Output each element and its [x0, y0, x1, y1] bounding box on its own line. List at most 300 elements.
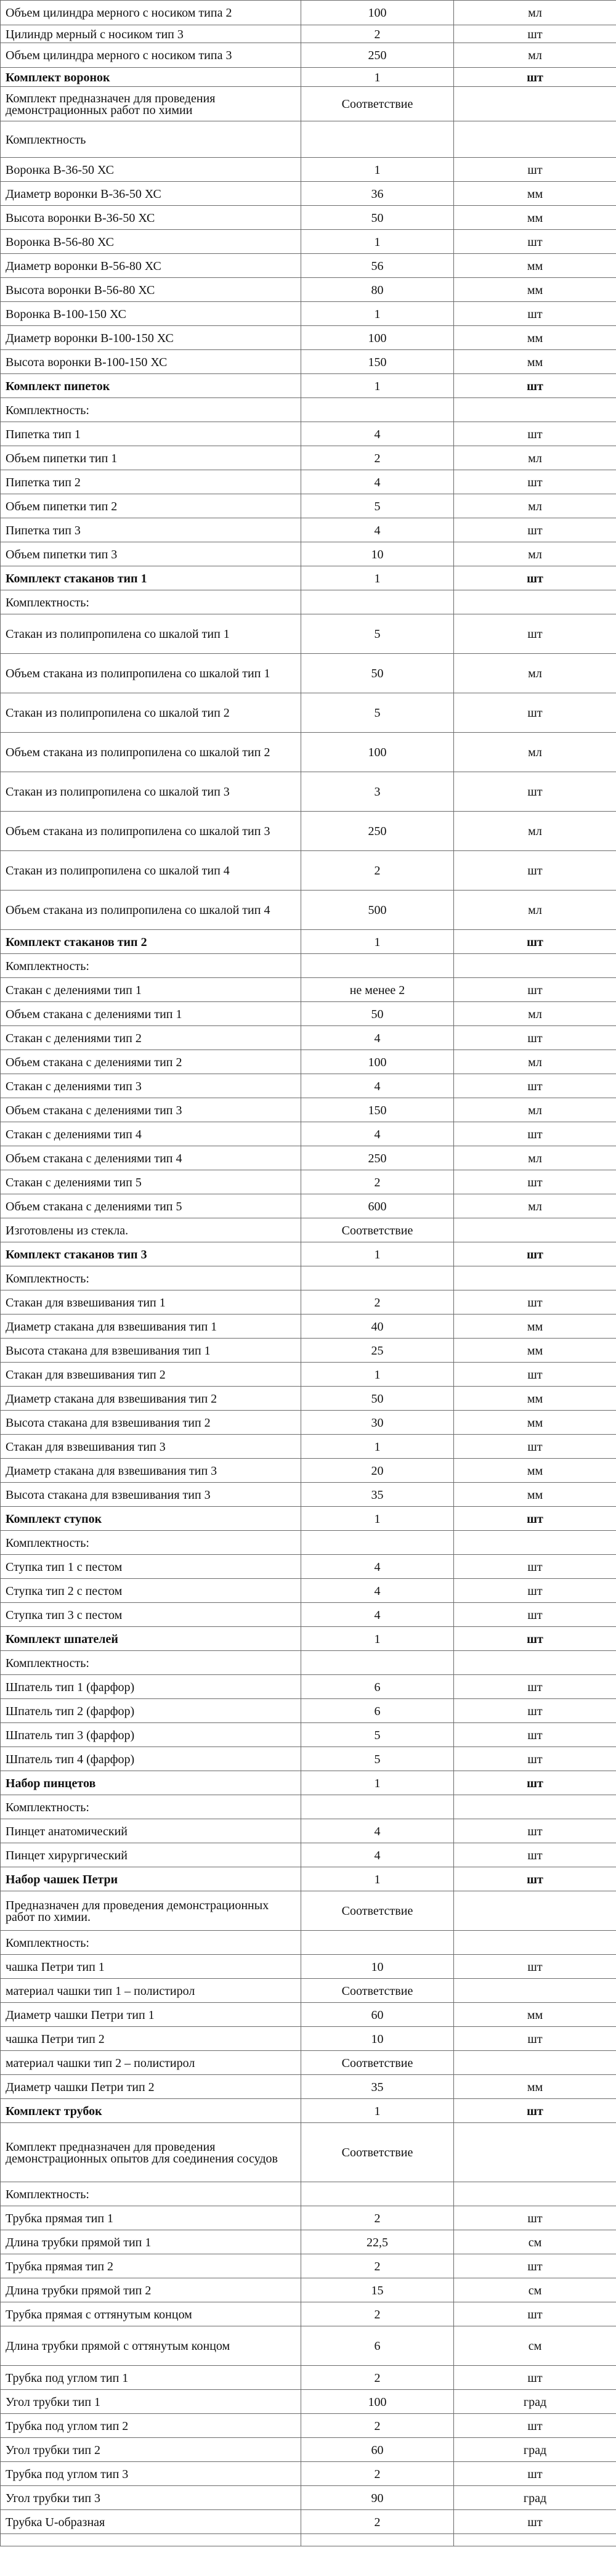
item-value-cell: 60 — [301, 2438, 454, 2462]
table-row — [1, 1955, 616, 1979]
item-unit-cell: шт — [454, 1026, 616, 1050]
item-name-cell: Предназначен для проведения демонстрационных работ по химии. — [1, 1891, 301, 1931]
item-value-cell: 4 — [301, 1819, 454, 1843]
item-unit-cell — [454, 2534, 616, 2546]
table-row — [1, 1146, 616, 1170]
item-name-cell: Угол трубки тип 1 — [1, 2390, 301, 2414]
table-row — [1, 1363, 616, 1387]
table-row — [1, 2075, 616, 2099]
item-value-cell: 1 — [301, 930, 454, 954]
table-row — [1, 954, 616, 978]
item-unit-cell: мл — [454, 494, 616, 518]
item-name-cell: Изготовлены из стекла. — [1, 1218, 301, 1242]
item-unit-cell — [454, 954, 616, 978]
item-name-cell: Комплект стаканов тип 2 — [1, 930, 301, 954]
table-row — [1, 1290, 616, 1314]
table-row — [1, 2438, 616, 2462]
item-value-cell: 150 — [301, 1098, 454, 1122]
item-value-cell: 4 — [301, 1555, 454, 1579]
section-header-row — [1, 1867, 616, 1891]
item-value-cell — [301, 121, 454, 158]
item-name-cell: Диаметр стакана для взвешивания тип 2 — [1, 1387, 301, 1411]
item-value-cell: 50 — [301, 206, 454, 230]
item-name-cell: Цилиндр мерный с носиком тип 3 — [1, 25, 301, 43]
item-value-cell — [301, 398, 454, 422]
specification-table-body — [1, 1, 616, 2546]
item-name-cell: Стакан из полипропилена со шкалой тип 2 — [1, 693, 301, 733]
item-name-cell: Комплект предназначен для проведения демонстрационных работ по химии — [1, 87, 301, 121]
item-value-cell: Соответствие — [301, 1218, 454, 1242]
item-value-cell: 600 — [301, 1194, 454, 1218]
item-unit-cell: см — [454, 2326, 616, 2366]
table-row — [1, 2027, 616, 2051]
item-unit-cell: шт — [454, 2206, 616, 2230]
item-unit-cell — [454, 1979, 616, 2003]
item-unit-cell: шт — [454, 851, 616, 891]
item-name-cell: Стакан с делениями тип 4 — [1, 1122, 301, 1146]
item-value-cell: 90 — [301, 2486, 454, 2510]
table-row — [1, 1819, 616, 1843]
item-value-cell: Соответствие — [301, 2051, 454, 2075]
item-unit-cell: шт — [454, 1747, 616, 1771]
item-value-cell: 1 — [301, 158, 454, 182]
item-unit-cell: мл — [454, 891, 616, 930]
item-name-cell: Воронка В-100-150 ХС — [1, 302, 301, 326]
item-name-cell: Стакан с делениями тип 5 — [1, 1170, 301, 1194]
item-value-cell: Соответствие — [301, 87, 454, 121]
table-row — [1, 1074, 616, 1098]
item-name-cell: Трубка под углом тип 1 — [1, 2366, 301, 2390]
item-name-cell: Пипетка тип 2 — [1, 470, 301, 494]
item-value-cell: 1 — [301, 1435, 454, 1459]
item-value-cell — [301, 590, 454, 614]
table-row — [1, 851, 616, 891]
item-unit-cell: шт — [454, 230, 616, 254]
table-row — [1, 2390, 616, 2414]
table-row — [1, 350, 616, 374]
table-row — [1, 278, 616, 302]
item-value-cell — [301, 1795, 454, 1819]
item-name-cell: Стакан для взвешивания тип 3 — [1, 1435, 301, 1459]
item-unit-cell: мм — [454, 2075, 616, 2099]
item-name-cell: Высота воронки В-56-80 ХС — [1, 278, 301, 302]
table-row — [1, 2254, 616, 2278]
table-row — [1, 1, 616, 25]
item-name-cell: Диаметр стакана для взвешивания тип 3 — [1, 1459, 301, 1483]
item-name-cell: чашка Петри тип 2 — [1, 2027, 301, 2051]
item-name-cell: Комплектность — [1, 121, 301, 158]
item-unit-cell: шт — [454, 1435, 616, 1459]
item-unit-cell: мл — [454, 1098, 616, 1122]
item-unit-cell — [454, 2051, 616, 2075]
item-name-cell: Объем пипетки тип 1 — [1, 446, 301, 470]
item-value-cell: 4 — [301, 1603, 454, 1627]
item-unit-cell: мм — [454, 206, 616, 230]
table-row — [1, 2414, 616, 2438]
item-unit-cell: шт — [454, 1170, 616, 1194]
item-name-cell: Пипетка тип 1 — [1, 422, 301, 446]
item-unit-cell: шт — [454, 2302, 616, 2326]
item-name-cell: Трубка прямая с оттянутым концом — [1, 2302, 301, 2326]
item-value-cell: 35 — [301, 1483, 454, 1507]
item-value-cell — [301, 1931, 454, 1955]
item-name-cell: Комплект стаканов тип 1 — [1, 566, 301, 590]
item-name-cell: Пипетка тип 3 — [1, 518, 301, 542]
item-value-cell: 2 — [301, 2254, 454, 2278]
item-unit-cell: мл — [454, 733, 616, 772]
table-row — [1, 2462, 616, 2486]
table-row — [1, 518, 616, 542]
item-name-cell: Диаметр чашки Петри тип 1 — [1, 2003, 301, 2027]
table-row — [1, 1843, 616, 1867]
item-name-cell: Шпатель тип 4 (фарфор) — [1, 1747, 301, 1771]
item-value-cell: Соответствие — [301, 1891, 454, 1931]
item-unit-cell: шт — [454, 2414, 616, 2438]
item-unit-cell: шт — [454, 1699, 616, 1723]
table-row — [1, 978, 616, 1002]
table-row — [1, 733, 616, 772]
table-row — [1, 1747, 616, 1771]
section-header-row — [1, 930, 616, 954]
item-name-cell: Набор чашек Петри — [1, 1867, 301, 1891]
item-name-cell: Высота воронки В-36-50 ХС — [1, 206, 301, 230]
item-unit-cell: шт — [454, 1819, 616, 1843]
item-value-cell: 80 — [301, 278, 454, 302]
item-name-cell: материал чашки тип 2 – полистирол — [1, 2051, 301, 2075]
table-row — [1, 302, 616, 326]
item-unit-cell: шт — [454, 1555, 616, 1579]
table-row — [1, 1723, 616, 1747]
item-name-cell — [1, 2534, 301, 2546]
table-row — [1, 772, 616, 812]
item-value-cell: 500 — [301, 891, 454, 930]
item-value-cell: 1 — [301, 1363, 454, 1387]
table-row — [1, 812, 616, 851]
item-unit-cell: мм — [454, 2003, 616, 2027]
item-unit-cell: шт — [454, 1723, 616, 1747]
item-unit-cell: мл — [454, 1, 616, 25]
item-value-cell: 60 — [301, 2003, 454, 2027]
item-unit-cell — [454, 87, 616, 121]
item-name-cell: Объем пипетки тип 2 — [1, 494, 301, 518]
item-unit-cell: шт — [454, 978, 616, 1002]
item-unit-cell: см — [454, 2230, 616, 2254]
table-row — [1, 1266, 616, 1290]
item-name-cell: Комплектность: — [1, 1795, 301, 1819]
item-value-cell — [301, 2534, 454, 2546]
item-value-cell: 15 — [301, 2278, 454, 2302]
item-name-cell: Объем стакана с делениями тип 1 — [1, 1002, 301, 1026]
item-unit-cell: шт — [454, 2366, 616, 2390]
item-unit-cell — [454, 1931, 616, 1955]
item-value-cell: 25 — [301, 1339, 454, 1363]
item-unit-cell: мм — [454, 1314, 616, 1339]
section-header-row — [1, 1242, 616, 1266]
table-row — [1, 1339, 616, 1363]
item-unit-cell: мм — [454, 1459, 616, 1483]
item-value-cell: 6 — [301, 2326, 454, 2366]
item-value-cell: 2 — [301, 2206, 454, 2230]
item-value-cell: 1 — [301, 1771, 454, 1795]
item-value-cell: 2 — [301, 2366, 454, 2390]
item-value-cell: 4 — [301, 1074, 454, 1098]
table-row — [1, 1603, 616, 1627]
table-row — [1, 654, 616, 693]
item-unit-cell: град — [454, 2390, 616, 2414]
item-value-cell: 2 — [301, 2510, 454, 2534]
table-row — [1, 2206, 616, 2230]
table-row — [1, 1314, 616, 1339]
item-name-cell: Объем пипетки тип 3 — [1, 542, 301, 566]
item-unit-cell — [454, 121, 616, 158]
item-value-cell: 4 — [301, 1122, 454, 1146]
item-unit-cell: град — [454, 2486, 616, 2510]
item-name-cell: Трубка под углом тип 2 — [1, 2414, 301, 2438]
item-unit-cell: мм — [454, 1387, 616, 1411]
item-name-cell: Диаметр воронки В-56-80 ХС — [1, 254, 301, 278]
item-name-cell: Комплектность: — [1, 2182, 301, 2206]
item-name-cell: Шпатель тип 1 (фарфор) — [1, 1675, 301, 1699]
table-row — [1, 1459, 616, 1483]
item-unit-cell: мл — [454, 446, 616, 470]
item-value-cell: 2 — [301, 2462, 454, 2486]
item-value-cell: 100 — [301, 1, 454, 25]
item-value-cell: 2 — [301, 446, 454, 470]
table-row — [1, 891, 616, 930]
table-row — [1, 494, 616, 518]
item-value-cell: 1 — [301, 230, 454, 254]
item-value-cell: 2 — [301, 1170, 454, 1194]
item-unit-cell — [454, 1795, 616, 1819]
item-name-cell: Комплектность: — [1, 590, 301, 614]
item-value-cell: 100 — [301, 733, 454, 772]
item-name-cell: Диаметр воронки В-100-150 ХС — [1, 326, 301, 350]
item-name-cell: Комплектность: — [1, 1931, 301, 1955]
item-value-cell: 6 — [301, 1699, 454, 1723]
table-row — [1, 1675, 616, 1699]
item-unit-cell — [454, 1651, 616, 1675]
table-row — [1, 43, 616, 68]
table-row — [1, 25, 616, 43]
item-value-cell — [301, 1266, 454, 1290]
item-unit-cell: шт — [454, 566, 616, 590]
table-row — [1, 1795, 616, 1819]
item-value-cell: 5 — [301, 614, 454, 654]
item-value-cell: 1 — [301, 1507, 454, 1531]
table-row — [1, 1411, 616, 1435]
item-name-cell: Длина трубки прямой с оттянутым концом — [1, 2326, 301, 2366]
table-row — [1, 1651, 616, 1675]
table-row — [1, 2366, 616, 2390]
item-name-cell: Объем стакана с делениями тип 3 — [1, 1098, 301, 1122]
table-row — [1, 1531, 616, 1555]
item-value-cell: 50 — [301, 1387, 454, 1411]
table-row — [1, 1979, 616, 2003]
item-name-cell: Пинцет анатомический — [1, 1819, 301, 1843]
item-unit-cell: шт — [454, 1579, 616, 1603]
item-value-cell: 1 — [301, 68, 454, 87]
table-row — [1, 2302, 616, 2326]
item-unit-cell: шт — [454, 2510, 616, 2534]
item-value-cell: 50 — [301, 654, 454, 693]
item-unit-cell: мм — [454, 182, 616, 206]
item-name-cell: Стакан для взвешивания тип 2 — [1, 1363, 301, 1387]
table-row — [1, 446, 616, 470]
item-name-cell: Комплектность: — [1, 954, 301, 978]
item-unit-cell: шт — [454, 1603, 616, 1627]
item-value-cell: 5 — [301, 494, 454, 518]
item-name-cell: Стакан с делениями тип 3 — [1, 1074, 301, 1098]
item-unit-cell: шт — [454, 1122, 616, 1146]
item-value-cell: 56 — [301, 254, 454, 278]
item-name-cell: Диаметр стакана для взвешивания тип 1 — [1, 1314, 301, 1339]
item-name-cell: Комплект трубок — [1, 2099, 301, 2123]
section-header-row — [1, 1627, 616, 1651]
table-row — [1, 206, 616, 230]
item-unit-cell: мл — [454, 1194, 616, 1218]
item-name-cell: Комплект воронок — [1, 68, 301, 87]
table-row — [1, 1483, 616, 1507]
item-unit-cell: шт — [454, 158, 616, 182]
item-unit-cell — [454, 590, 616, 614]
item-value-cell: 1 — [301, 566, 454, 590]
item-unit-cell: шт — [454, 374, 616, 398]
item-name-cell: Комплект пипеток — [1, 374, 301, 398]
item-name-cell: Угол трубки тип 2 — [1, 2438, 301, 2462]
item-value-cell: 10 — [301, 2027, 454, 2051]
item-name-cell: Стакан с делениями тип 2 — [1, 1026, 301, 1050]
table-row — [1, 1170, 616, 1194]
item-name-cell: Объем стакана с делениями тип 2 — [1, 1050, 301, 1074]
table-row — [1, 422, 616, 446]
item-value-cell: Соответствие — [301, 1979, 454, 2003]
item-value-cell: 4 — [301, 470, 454, 494]
item-name-cell: материал чашки тип 1 – полистирол — [1, 1979, 301, 2003]
item-name-cell: Длина трубки прямой тип 1 — [1, 2230, 301, 2254]
table-row — [1, 1435, 616, 1459]
table-row — [1, 1931, 616, 1955]
item-name-cell: Объем стакана с делениями тип 4 — [1, 1146, 301, 1170]
section-header-row — [1, 68, 616, 87]
item-value-cell: 2 — [301, 851, 454, 891]
item-name-cell: Угол трубки тип 3 — [1, 2486, 301, 2510]
item-name-cell: Ступка тип 3 с пестом — [1, 1603, 301, 1627]
item-name-cell: Комплект шпателей — [1, 1627, 301, 1651]
item-name-cell: Стакан из полипропилена со шкалой тип 4 — [1, 851, 301, 891]
item-unit-cell: шт — [454, 422, 616, 446]
item-unit-cell: шт — [454, 930, 616, 954]
item-name-cell: Стакан с делениями тип 1 — [1, 978, 301, 1002]
table-row — [1, 2278, 616, 2302]
table-row — [1, 2326, 616, 2366]
item-unit-cell: шт — [454, 1507, 616, 1531]
item-name-cell: Воронка В-36-50 ХС — [1, 158, 301, 182]
item-unit-cell: шт — [454, 1955, 616, 1979]
item-value-cell: Соответствие — [301, 2123, 454, 2182]
table-row — [1, 590, 616, 614]
item-value-cell: не менее 2 — [301, 978, 454, 1002]
item-unit-cell: мм — [454, 1339, 616, 1363]
item-unit-cell — [454, 2182, 616, 2206]
item-unit-cell: мм — [454, 1483, 616, 1507]
table-row — [1, 158, 616, 182]
item-unit-cell — [454, 1266, 616, 1290]
table-row — [1, 2003, 616, 2027]
item-name-cell: Стакан из полипропилена со шкалой тип 3 — [1, 772, 301, 812]
item-value-cell: 1 — [301, 1627, 454, 1651]
item-unit-cell: шт — [454, 2462, 616, 2486]
item-name-cell: Комплектность: — [1, 1651, 301, 1675]
item-name-cell: Высота стакана для взвешивания тип 3 — [1, 1483, 301, 1507]
item-value-cell: 4 — [301, 1026, 454, 1050]
item-name-cell: Объем стакана из полипропилена со шкалой тип 2 — [1, 733, 301, 772]
item-unit-cell — [454, 398, 616, 422]
item-unit-cell: мм — [454, 326, 616, 350]
item-unit-cell: мл — [454, 1050, 616, 1074]
item-name-cell: Высота воронки В-100-150 ХС — [1, 350, 301, 374]
item-name-cell: Высота стакана для взвешивания тип 2 — [1, 1411, 301, 1435]
table-row — [1, 1026, 616, 1050]
item-unit-cell: град — [454, 2438, 616, 2462]
item-unit-cell: шт — [454, 614, 616, 654]
item-unit-cell: шт — [454, 693, 616, 733]
item-unit-cell — [454, 1218, 616, 1242]
item-value-cell: 1 — [301, 374, 454, 398]
item-value-cell — [301, 1531, 454, 1555]
section-header-row — [1, 2099, 616, 2123]
item-unit-cell: шт — [454, 2099, 616, 2123]
item-value-cell: 100 — [301, 1050, 454, 1074]
item-value-cell: 2 — [301, 25, 454, 43]
item-unit-cell: шт — [454, 68, 616, 87]
item-value-cell: 1 — [301, 302, 454, 326]
item-name-cell: Ступка тип 1 с пестом — [1, 1555, 301, 1579]
item-name-cell: Набор пинцетов — [1, 1771, 301, 1795]
item-value-cell: 30 — [301, 1411, 454, 1435]
table-row — [1, 1555, 616, 1579]
item-unit-cell: мл — [454, 43, 616, 68]
item-name-cell: Трубка под углом тип 3 — [1, 2462, 301, 2486]
item-value-cell: 2 — [301, 1290, 454, 1314]
item-name-cell: Комплект предназначен для проведения демонстрационных опытов для соединения сосудов — [1, 2123, 301, 2182]
item-name-cell: Объем цилиндра мерного с носиком типа 2 — [1, 1, 301, 25]
item-value-cell: 5 — [301, 693, 454, 733]
table-row — [1, 614, 616, 654]
table-row — [1, 1699, 616, 1723]
item-value-cell: 250 — [301, 1146, 454, 1170]
item-name-cell: Стакан из полипропилена со шкалой тип 1 — [1, 614, 301, 654]
section-header-row — [1, 1771, 616, 1795]
item-name-cell: Объем стакана из полипропилена со шкалой тип 4 — [1, 891, 301, 930]
item-value-cell: 4 — [301, 422, 454, 446]
item-name-cell: Трубка прямая тип 1 — [1, 2206, 301, 2230]
item-unit-cell: мл — [454, 812, 616, 851]
table-row — [1, 1218, 616, 1242]
item-value-cell: 4 — [301, 1843, 454, 1867]
item-value-cell: 10 — [301, 542, 454, 566]
item-unit-cell: мл — [454, 1146, 616, 1170]
table-row — [1, 230, 616, 254]
item-unit-cell: шт — [454, 302, 616, 326]
item-value-cell: 3 — [301, 772, 454, 812]
table-row — [1, 1002, 616, 1026]
table-row — [1, 1387, 616, 1411]
item-unit-cell: шт — [454, 1675, 616, 1699]
item-value-cell: 1 — [301, 1242, 454, 1266]
item-value-cell: 10 — [301, 1955, 454, 1979]
table-row — [1, 2486, 616, 2510]
item-value-cell: 36 — [301, 182, 454, 206]
